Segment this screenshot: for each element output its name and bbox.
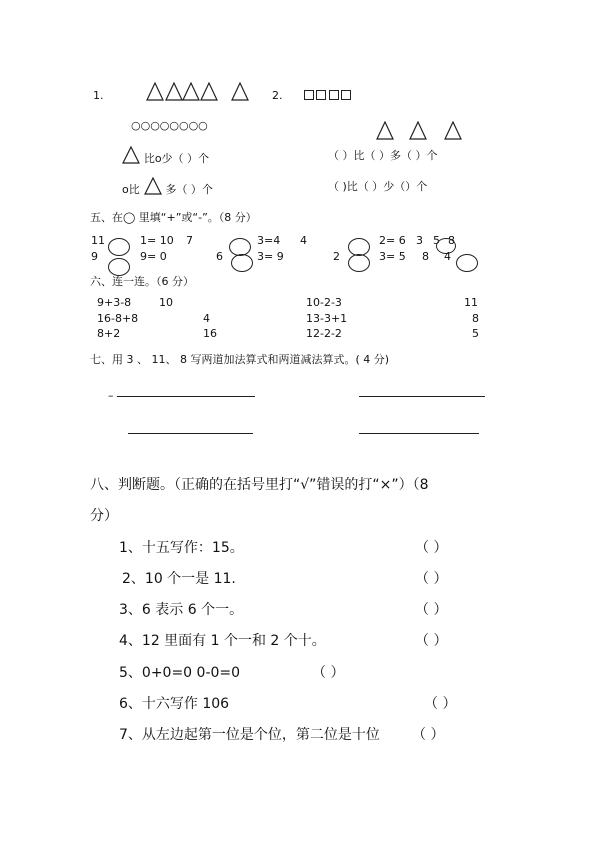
answer-circle[interactable] [456,254,478,272]
compare-text: o比 [122,183,140,196]
sec5-item: 4 [444,250,451,263]
dash-mark: – [108,389,114,402]
sec5-item: 3=4 [257,234,281,247]
answer-paren[interactable]: （ ） [415,540,448,556]
answer-paren[interactable]: （ ） [415,633,448,649]
match-expression[interactable]: 10-2-3 [306,296,342,309]
section-6-title: 六、连一连。（6 分） [90,275,194,288]
sec5-item: 2= 6 [379,234,406,247]
answer-circle[interactable] [348,254,370,272]
answer-circle[interactable] [108,238,130,256]
q2-number: 2. [272,89,283,102]
square-icon [304,90,314,100]
compare-text: 多（ ）个 [165,183,213,196]
sec5-item: 4 [300,234,307,247]
answer-paren[interactable]: （ ） [415,602,448,618]
section-7-title: 七、用 3 、 11、 8 写两道加法算式和两道减法算式。( 4 分) [90,353,390,366]
answer-circle[interactable] [231,254,253,272]
answer-line[interactable] [359,396,485,397]
square-icon [341,90,351,100]
q1-number: 1. [93,89,104,102]
judgement-item: 4、12 里面有 1 个一和 2 个十。 [119,633,326,649]
match-expression[interactable]: 13-3+1 [306,312,348,325]
judgement-item: 2、10 个一是 11. [122,571,236,587]
match-number[interactable]: 5 [472,327,479,340]
triangle-group-icon [146,82,256,102]
sec5-item: 8 [422,250,429,263]
triangle-row [146,82,256,104]
section-8-title: 八、判断题。（正确的在括号里打“√”错误的打“×”）（8 [90,477,429,493]
answer-line[interactable] [128,433,253,434]
compare-right-1: （ ）比（ ）多（ ）个 [328,149,438,162]
match-expression[interactable]: 16-8+8 [97,312,139,325]
triangle-row-right [376,121,466,143]
match-number[interactable]: 8 [472,312,479,325]
match-number[interactable]: 10 [159,296,173,309]
sec5-item: 8 [448,234,455,247]
sec5-item: 5 [433,234,440,247]
match-expression[interactable]: 8+2 [97,327,121,340]
judgement-item: 7、从左边起第一位是个位，第二位是十位 [119,727,380,743]
answer-paren[interactable]: （ ） [424,696,457,712]
judgement-item: 6、十六写作 106 [119,696,230,712]
section-8-title-cont: 分） [90,508,118,524]
triangle-icon [122,146,140,164]
sec5-item: 3= 9 [257,250,284,263]
sec5-item: 9= 0 [140,250,167,263]
answer-circle[interactable] [436,238,456,254]
sec5-item: 3 [416,234,423,247]
match-expression[interactable]: 12-2-2 [306,327,342,340]
sec5-item: 2 [333,250,340,263]
answer-line[interactable] [117,396,255,397]
judgement-item: 3、6 表示 6 个一。 [119,602,244,618]
square-icon [316,90,326,100]
answer-circle[interactable] [108,258,130,276]
triangle-group-icon [376,121,466,141]
answer-line[interactable] [359,433,479,434]
answer-paren[interactable]: （ ） [415,571,448,587]
match-number[interactable]: 16 [203,327,217,340]
sec5-item: 1= 10 [140,234,174,247]
square-icon [329,90,339,100]
sec5-item: 9 [91,250,98,263]
sec5-item: 11 [91,234,105,247]
sec5-item: 7 [186,234,193,247]
match-expression[interactable]: 9+3-8 [97,296,132,309]
judgement-item: 1、十五写作：15。 [119,540,244,556]
section-5-title: 五、在◯ 里填“+”或“-”。（8 分） [90,211,257,224]
answer-paren[interactable]: （ ） [412,727,445,743]
match-number[interactable]: 11 [464,296,478,309]
compare-line-1 [122,146,209,164]
judgement-item: 5、0+0=0 0-0=0 [119,665,241,681]
compare-line-2 [122,177,213,195]
triangle-icon [144,177,162,195]
compare-text: 比o少（ ）个 [143,152,210,165]
answer-paren[interactable]: （ ） [312,665,345,681]
sec5-item: 6 [216,250,223,263]
circle-row: ○○○○○○○○ [131,119,208,132]
compare-right-2: （ )比（ ）少（）个 [328,180,428,193]
match-number[interactable]: 4 [203,312,210,325]
sec5-item: 3= 5 [379,250,406,263]
